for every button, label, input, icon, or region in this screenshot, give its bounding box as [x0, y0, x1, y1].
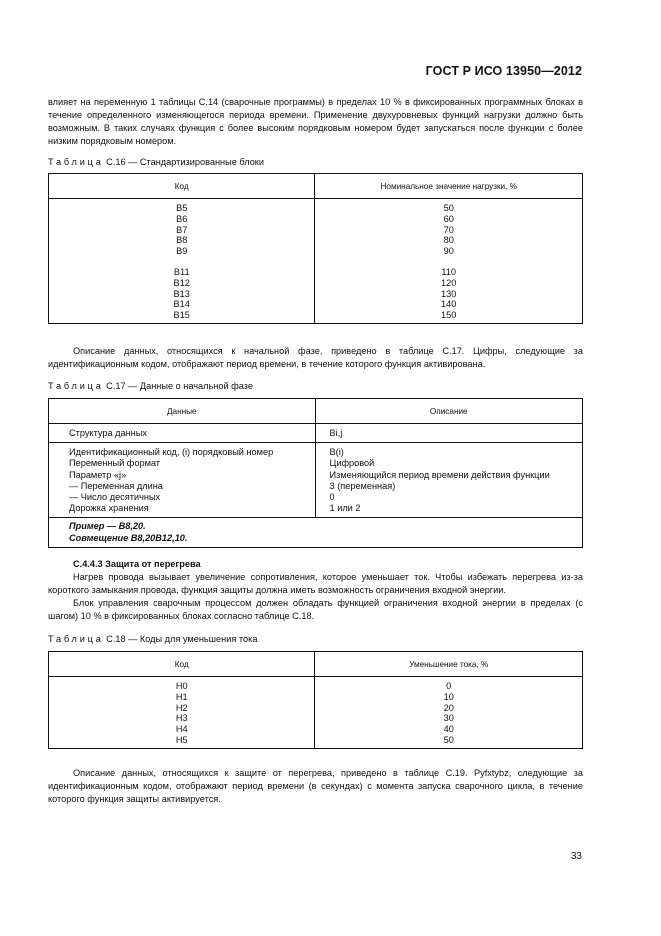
description-item: Изменяющийся период времени действия функции [329, 469, 550, 480]
c19-intro-paragraph: Описание данных, относящихся к защите от перегрева, приведено в таблице С.19. Pyfxtybz, следующие за идентификационным кодом, отображают период времени (в секундах) с момента запуска сварочного цикла, в течение которого функция защиты активируется. [48, 768, 583, 804]
value-item: 0 [446, 681, 452, 691]
section-heading: С.4.4.3 Защита от перегрева [73, 559, 201, 569]
description-cell: Bi,j [315, 424, 582, 443]
value-item: 90 [443, 246, 454, 257]
description-item: 3 (переменная) [329, 480, 396, 491]
data-item: Параметр «j» [69, 469, 127, 480]
table-c17-caption [48, 381, 253, 391]
table-c16-caption-text: С.16 — Стандартизированные блоки [103, 157, 264, 167]
code-item: В6 [176, 213, 188, 224]
column-header-load: Номинальное значение нагрузки, % [315, 174, 583, 199]
table-row [49, 677, 583, 749]
value-item: 130 [441, 288, 457, 299]
code-item: Н0 [175, 681, 188, 691]
value-item: 10 [443, 691, 454, 702]
code-item: В12 [173, 277, 190, 288]
value-item: 20 [443, 702, 454, 713]
data-item: Дорожка хранения [69, 503, 149, 514]
table-example-row [49, 518, 583, 548]
code-item: Н4 [175, 724, 188, 735]
description-cell [315, 443, 582, 518]
column-header-data: Данные [49, 399, 316, 424]
value-item: 80 [443, 235, 454, 246]
value-item: 140 [441, 299, 457, 310]
code-item: В11 [173, 266, 190, 277]
table-header-row [49, 174, 583, 199]
table-c17-caption-text: С.17 — Данные о начальной фазе [103, 381, 253, 391]
column-header-current-reduction: Уменьшение тока, % [315, 652, 583, 677]
table-row [49, 443, 583, 518]
code-item: Н3 [175, 713, 188, 724]
table-c17 [48, 398, 583, 548]
description-item: 1 или 2 [329, 503, 361, 514]
column-header-code: Код [49, 652, 315, 677]
value-item: 60 [443, 213, 454, 224]
data-item: Идентификационный код, (i) порядковый номер [69, 447, 274, 458]
code-item: Н5 [175, 734, 188, 745]
code-item: В9 [176, 246, 188, 257]
table-c18 [48, 651, 583, 749]
code-item: Н2 [175, 702, 188, 713]
value-item: 70 [443, 224, 454, 235]
example-cell [49, 518, 583, 548]
data-cell: Структура данных [49, 424, 316, 443]
code-item: Н1 [175, 691, 188, 702]
code-item: В5 [176, 203, 188, 213]
table-c16 [48, 173, 583, 324]
code-item: В15 [173, 310, 190, 321]
description-item: Цифровой [329, 458, 375, 469]
value-item: 30 [443, 713, 454, 724]
table-c18-caption-text: С.18 — Коды для уменьшения тока [103, 634, 258, 644]
section-paragraph-2: Блок управления сварочным процессом должен обладать функцией ограничения входной энергии в пределах (с шагом) 10 % в фиксированных блоках согласно таблице С.18. [48, 598, 583, 621]
table-c18-caption [48, 634, 257, 644]
value-cell [315, 199, 583, 324]
value-item: 120 [441, 277, 457, 288]
value-item: 150 [441, 310, 457, 321]
code-cell [49, 199, 315, 324]
code-item: В13 [173, 288, 190, 299]
description-item: B(i) [329, 447, 344, 458]
description-item: 0 [329, 492, 335, 503]
example-line: Пример — В8,20. [69, 521, 146, 532]
code-cell [49, 677, 315, 749]
table-c18-caption-label: Таблица [48, 634, 104, 644]
value-cell [315, 677, 583, 749]
table-c16-caption-label: Таблица [48, 157, 104, 167]
data-item: — Переменная длина [69, 480, 163, 491]
table-c16-caption [48, 157, 264, 167]
value-item: 50 [443, 734, 454, 745]
code-item: В8 [176, 235, 188, 246]
column-header-description: Описание [315, 399, 582, 424]
data-item: — Число десятичных [69, 492, 161, 503]
table-row [49, 424, 583, 443]
combination-line: Совмещение В8,20В12,10. [69, 532, 188, 543]
table-row [49, 199, 583, 324]
section-paragraph-1: Нагрев провода вызывает увеличение сопротивления, которое уменьшает ток. Чтобы избежать перегрева из-за короткого замыкания провода, функция защиты должна иметь возможность ограничения входной энергии. [48, 572, 583, 595]
c17-intro-paragraph: Описание данных, относящихся к начальной фазе, приведено в таблице С.17. Цифры, следующие за идентификационным кодом, отображают период времени, в течение которого функция активирована. [48, 346, 583, 369]
value-item: 50 [443, 203, 454, 213]
code-item: В7 [176, 224, 188, 235]
value-item: 110 [441, 266, 457, 277]
code-item: В14 [173, 299, 190, 310]
table-c17-caption-label: Таблица [48, 381, 104, 391]
table-header-row [49, 652, 583, 677]
data-cell [49, 443, 316, 518]
document-title: ГОСТ Р ИСО 13950—2012 [425, 64, 582, 78]
column-header-code: Код [49, 174, 315, 199]
data-item: Переменный формат [69, 458, 161, 469]
page-number: 33 [570, 851, 582, 862]
table-header-row [49, 399, 583, 424]
intro-paragraph: влияет на переменную 1 таблицы С.14 (сварочные программы) в пределах 10 % в фиксированных программных блоках в течение определенного изменяющегося периода времени. Применение двухуровневых функций нагрузки должно быть возможным. В таких случаях функция с более высоким порядковым номером будет запускаться после функции с более низким порядковым номером. [48, 97, 583, 146]
value-item: 40 [443, 724, 454, 735]
